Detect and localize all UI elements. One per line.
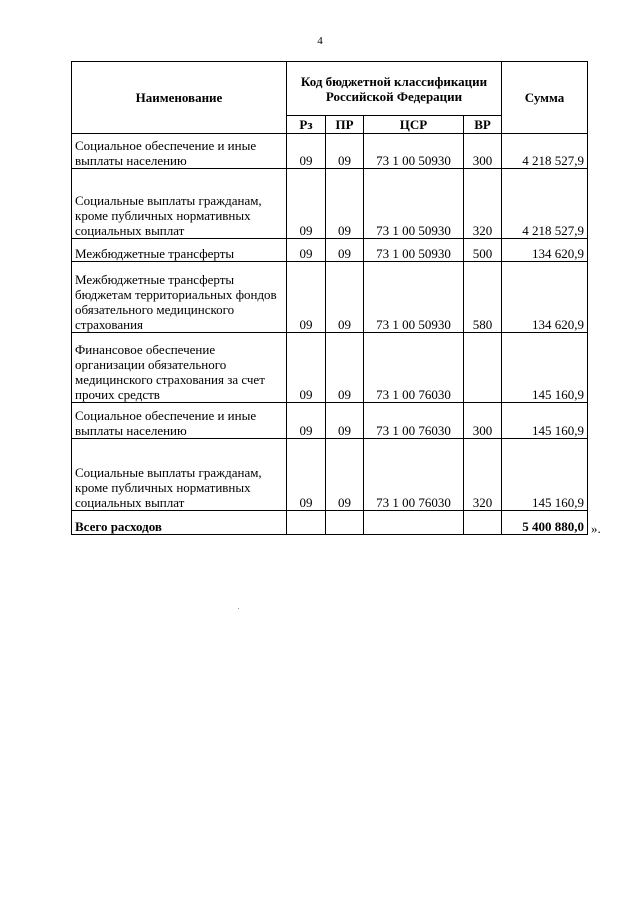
row-csr: 73 1 00 50930: [364, 262, 464, 333]
table-row: [72, 439, 588, 511]
row-pr: 09: [326, 333, 364, 403]
row-csr: 73 1 00 76030: [364, 333, 464, 403]
total-sum: 5 400 880,0: [502, 511, 588, 535]
header-name: Наименование: [72, 62, 287, 134]
header-vr: ВР: [464, 116, 502, 134]
header-csr: ЦСР: [364, 116, 464, 134]
row-rz: 09: [287, 439, 326, 511]
row-sum: 4 218 527,9: [502, 134, 588, 169]
row-vr: 580: [464, 262, 502, 333]
row-pr: 09: [326, 403, 364, 439]
row-sum: 134 620,9: [502, 239, 588, 262]
row-rz: 09: [287, 333, 326, 403]
row-sum: 145 160,9: [502, 333, 588, 403]
header-code-group: Код бюджетной классификации Российской Федерации: [287, 62, 502, 116]
row-pr: 09: [326, 169, 364, 239]
row-name: Межбюджетные трансферты: [72, 239, 287, 262]
row-sum: 145 160,9: [502, 403, 588, 439]
total-label: Всего расходов: [72, 511, 287, 535]
table-row: [72, 169, 588, 239]
row-name: Финансовое обеспечение организации обязательного медицинского страхования за счет прочих средств: [72, 333, 287, 403]
row-vr: 320: [464, 439, 502, 511]
row-pr: 09: [326, 262, 364, 333]
row-csr: 73 1 00 76030: [364, 439, 464, 511]
table-row: [72, 333, 588, 403]
row-vr: [464, 333, 502, 403]
row-sum: 145 160,9: [502, 439, 588, 511]
table-row: [72, 262, 588, 333]
row-name: Социальное обеспечение и иные выплаты населению: [72, 134, 287, 169]
total-rz: [287, 511, 326, 535]
row-rz: 09: [287, 134, 326, 169]
table-row: [72, 239, 588, 262]
row-name: Социальное обеспечение и иные выплаты населению: [72, 403, 287, 439]
row-name: Социальные выплаты гражданам, кроме публичных нормативных социальных выплат: [72, 169, 287, 239]
row-csr: 73 1 00 50930: [364, 134, 464, 169]
row-sum: 4 218 527,9: [502, 169, 588, 239]
total-vr: [464, 511, 502, 535]
row-rz: 09: [287, 239, 326, 262]
closing-quote: ».: [591, 521, 601, 536]
row-pr: 09: [326, 134, 364, 169]
row-vr: 300: [464, 134, 502, 169]
row-csr: 73 1 00 50930: [364, 169, 464, 239]
row-csr: 73 1 00 50930: [364, 239, 464, 262]
header-pr: ПР: [326, 116, 364, 134]
row-name: Межбюджетные трансферты бюджетам территориальных фондов обязательного медицинского страхования: [72, 262, 287, 333]
row-vr: 300: [464, 403, 502, 439]
header-sum: Сумма: [502, 62, 588, 134]
row-rz: 09: [287, 169, 326, 239]
row-vr: 320: [464, 169, 502, 239]
budget-table: [71, 61, 588, 535]
row-rz: 09: [287, 262, 326, 333]
total-csr: [364, 511, 464, 535]
header-rz: Рз: [287, 116, 326, 134]
row-name: Социальные выплаты гражданам, кроме публичных нормативных социальных выплат: [72, 439, 287, 511]
row-csr: 73 1 00 76030: [364, 403, 464, 439]
row-pr: 09: [326, 239, 364, 262]
row-vr: 500: [464, 239, 502, 262]
table-row: [72, 403, 588, 439]
row-rz: 09: [287, 403, 326, 439]
row-pr: 09: [326, 439, 364, 511]
table-row: [72, 134, 588, 169]
scan-dot: [238, 608, 239, 609]
total-row: [72, 511, 588, 535]
page-number: 4: [317, 35, 323, 47]
row-sum: 134 620,9: [502, 262, 588, 333]
total-pr: [326, 511, 364, 535]
